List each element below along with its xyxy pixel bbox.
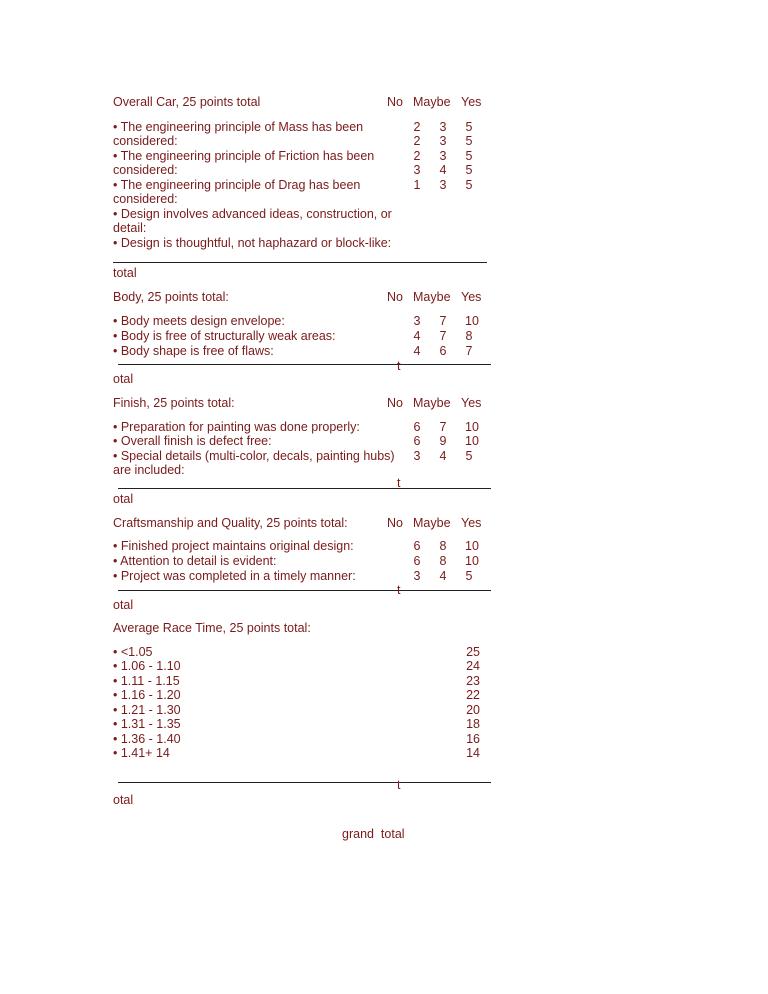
score-yes: 10 (465, 554, 479, 568)
score-maybe: 9 (439, 434, 447, 448)
race-time-range: • 1.31 - 1.35 (113, 717, 181, 731)
score-no: 6 (413, 420, 421, 434)
score-yes: 10 (465, 420, 479, 434)
score-no: 2 (413, 120, 421, 134)
criterion-text: • Design involves advanced ideas, construction, or (113, 207, 392, 221)
total-t-mark: t (397, 359, 401, 373)
score-maybe: 7 (439, 314, 447, 328)
total-rule (118, 782, 491, 783)
score-no: 3 (413, 449, 421, 463)
column-header-yes: Yes (461, 95, 482, 109)
criterion-text: • The engineering principle of Friction has been (113, 149, 375, 163)
score-maybe: 7 (439, 420, 447, 434)
column-header-maybe: Maybe (413, 95, 451, 109)
race-time-points: 18 (466, 717, 480, 731)
race-time-points: 16 (466, 732, 480, 746)
score-yes: 10 (465, 539, 479, 553)
criterion-text: • The engineering principle of Drag has been (113, 178, 361, 192)
criterion-text: considered: (113, 134, 178, 148)
total-t-mark: t (397, 583, 401, 597)
criterion-text: • Finished project maintains original design: (113, 539, 354, 553)
total-t-mark: t (397, 778, 401, 792)
grand-total-label: grand total (342, 827, 405, 841)
criterion-text: • Attention to detail is evident: (113, 554, 277, 568)
criterion-text: • Preparation for painting was done properly: (113, 420, 360, 434)
total-label: otal (113, 793, 134, 807)
score-yes: 5 (465, 569, 473, 583)
score-yes: 10 (465, 314, 479, 328)
column-header-yes: Yes (461, 290, 482, 304)
column-header-no: No (387, 396, 403, 410)
column-header-maybe: Maybe (413, 516, 451, 530)
race-time-range: • 1.06 - 1.10 (113, 659, 181, 673)
score-yes: 8 (465, 329, 473, 343)
score-yes: 5 (465, 120, 473, 134)
section-title-finish: Finish, 25 points total: (113, 396, 235, 410)
score-maybe: 4 (439, 569, 447, 583)
column-header-no: No (387, 290, 403, 304)
column-header-yes: Yes (461, 396, 482, 410)
total-label: total (113, 266, 137, 280)
score-no: 4 (413, 329, 421, 343)
total-label: otal (113, 372, 134, 386)
total-rule (113, 262, 487, 263)
criterion-text: • Overall finish is defect free: (113, 434, 272, 448)
score-maybe: 3 (439, 134, 447, 148)
column-header-no: No (387, 516, 403, 530)
score-no: 3 (413, 314, 421, 328)
score-maybe: 8 (439, 554, 447, 568)
race-time-range: • 1.11 - 1.15 (113, 674, 180, 688)
score-maybe: 3 (439, 120, 447, 134)
total-label: otal (113, 492, 134, 506)
race-time-points: 25 (466, 645, 480, 659)
total-label: otal (113, 598, 134, 612)
race-time-points: 22 (466, 688, 480, 702)
criterion-text: • Body is free of structurally weak areas: (113, 329, 336, 343)
race-time-range: • 1.36 - 1.40 (113, 732, 181, 746)
total-rule (118, 364, 491, 365)
score-no: 2 (413, 149, 421, 163)
total-rule (118, 590, 491, 591)
score-maybe: 4 (439, 163, 447, 177)
column-header-maybe: Maybe (413, 290, 451, 304)
section-title-overall-car: Overall Car, 25 points total (113, 95, 261, 109)
score-yes: 5 (465, 178, 473, 192)
score-yes: 5 (465, 163, 473, 177)
score-maybe: 4 (439, 449, 447, 463)
score-yes: 5 (465, 449, 473, 463)
score-yes: 5 (465, 149, 473, 163)
section-title-craftsmanship: Craftsmanship and Quality, 25 points total: (113, 516, 348, 530)
total-rule (118, 488, 491, 489)
criterion-text: • Project was completed in a timely manner: (113, 569, 356, 583)
race-time-points: 24 (466, 659, 480, 673)
score-maybe: 6 (439, 344, 447, 358)
score-no: 6 (413, 554, 421, 568)
column-header-no: No (387, 95, 403, 109)
criterion-text: • Body shape is free of flaws: (113, 344, 274, 358)
criterion-text: detail: (113, 221, 147, 235)
race-time-range: • 1.21 - 1.30 (113, 703, 181, 717)
criterion-text: • Special details (multi-color, decals, painting hubs) (113, 449, 395, 463)
race-time-points: 14 (466, 746, 480, 760)
score-maybe: 7 (439, 329, 447, 343)
score-no: 3 (413, 569, 421, 583)
score-no: 3 (413, 163, 421, 177)
race-time-range: • <1.05 (113, 645, 153, 659)
section-title-body: Body, 25 points total: (113, 290, 229, 304)
total-t-mark: t (397, 476, 401, 490)
score-no: 4 (413, 344, 421, 358)
score-no: 6 (413, 539, 421, 553)
criterion-text: • Design is thoughtful, not haphazard or block-like: (113, 236, 392, 250)
score-yes: 7 (465, 344, 473, 358)
criterion-text: • The engineering principle of Mass has been (113, 120, 364, 134)
criterion-text: • Body meets design envelope: (113, 314, 285, 328)
column-header-maybe: Maybe (413, 396, 451, 410)
column-header-yes: Yes (461, 516, 482, 530)
criterion-text: are included: (113, 463, 185, 477)
score-yes: 5 (465, 134, 473, 148)
score-maybe: 8 (439, 539, 447, 553)
race-time-range: • 1.41+ 14 (113, 746, 170, 760)
score-yes: 10 (465, 434, 479, 448)
score-no: 2 (413, 134, 421, 148)
score-no: 1 (413, 178, 421, 192)
score-maybe: 3 (439, 178, 447, 192)
section-title-race-time: Average Race Time, 25 points total: (113, 621, 311, 635)
criterion-text: considered: (113, 163, 178, 177)
race-time-range: • 1.16 - 1.20 (113, 688, 181, 702)
score-no: 6 (413, 434, 421, 448)
race-time-points: 20 (466, 703, 480, 717)
score-maybe: 3 (439, 149, 447, 163)
criterion-text: considered: (113, 192, 178, 206)
race-time-points: 23 (466, 674, 480, 688)
